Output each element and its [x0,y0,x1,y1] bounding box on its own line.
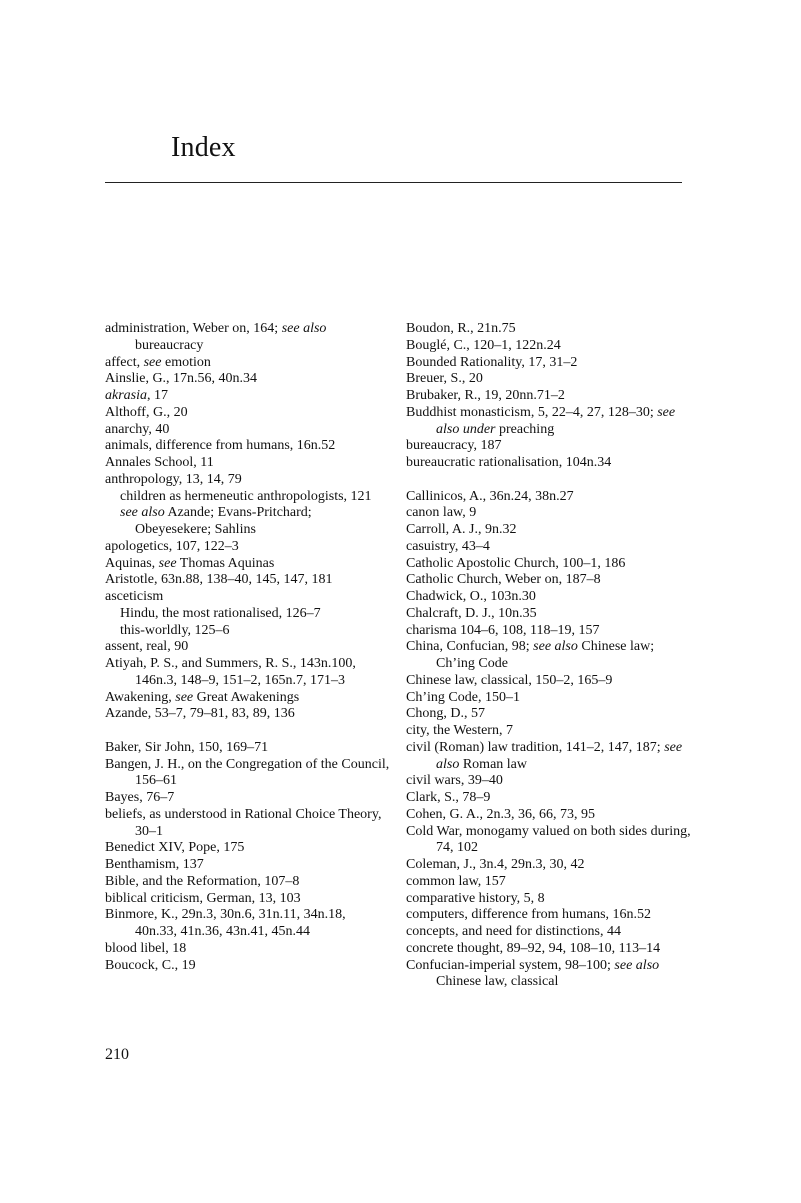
index-entry [406,606,696,623]
index-entry [105,539,390,556]
index-entry [105,455,390,472]
index-text: comparative history, 5, 8 [406,890,545,906]
index-entry [406,639,696,673]
index-text: children as hermeneutic anthropologists, 121 [120,488,372,504]
page-number: 210 [105,1046,129,1063]
index-text: Chinese law, classical [436,974,559,990]
index-entry [406,941,696,958]
index-text: Atiyah, P. S., and Summers, R. S., 143n.100, 146n.3, 148–9, 151–2, 165n.7, 171–3 [105,656,356,688]
index-column-right [406,321,696,991]
index-entry [105,891,390,908]
index-entry [406,891,696,908]
index-entry [105,556,390,573]
index-text: blood libel, 18 [105,940,187,956]
index-entry [406,924,696,941]
index-text: beliefs, as understood in Rational Choice Theory, 30–1 [105,806,382,839]
index-text: Annales School, 11 [105,455,214,470]
index-entry [105,740,390,757]
index-entry [406,489,696,506]
index-entry [406,958,696,992]
index-subentry [105,606,390,623]
index-text: animals, difference from humans, 16n.52 [105,438,336,454]
index-text: Boucock, C., 19 [105,957,196,973]
index-entry [406,338,696,355]
index-entry [105,706,390,723]
index-text: Awakening, [105,689,176,705]
index-entry [105,807,390,841]
index-entry [406,321,696,338]
index-text: Benthamism, 137 [105,857,204,872]
index-text: city, the Western, 7 [406,723,513,738]
index-text: Chadwick, O., 103n.30 [406,589,536,604]
index-italic-text: see also under [436,404,676,437]
index-subentry [105,505,390,539]
title-rule [105,182,682,183]
index-text: Ainslie, G., 17n.56, 40n.34 [105,371,258,387]
index-text: Brubaker, R., 19, 20nn.71–2 [406,388,565,403]
index-italic-text: akrasia [105,388,147,403]
index-text: canon law, 9 [406,505,477,521]
index-text: concepts, and need for distinctions, 44 [406,924,622,939]
index-text: common law, 157 [406,873,506,889]
index-entry [406,556,696,573]
index-text: Azande; Evans-Pritchard; Obeyesekere; Sahlins [135,505,312,537]
index-text: concrete thought, 89–92, 94, 108–10, 113–14 [406,940,661,956]
index-entry [406,623,696,640]
index-entry [105,958,390,975]
index-entry [406,438,696,455]
index-text: Bangen, J. H., on the Congregation of the Council, 156–61 [105,756,390,789]
index-text: computers, difference from humans, 16n.52 [406,907,652,923]
index-text: Chalcraft, D. J., 10n.35 [406,605,537,621]
index-entry [105,472,390,489]
index-entry [406,706,696,723]
index-italic-text: see also [281,321,327,336]
index-entry [105,907,390,941]
index-text: Bounded Rationality, 17, 31–2 [406,354,578,370]
index-text: Clark, S., 78–9 [406,790,491,805]
index-text: Cohen, G. A., 2n.3, 36, 66, 73, 95 [406,806,595,822]
index-entry [406,773,696,790]
index-entry [105,790,390,807]
index-text: Confucian-imperial system, 98–100; [406,957,615,973]
index-text: emotion [161,354,211,370]
index-italic-text: see also [614,957,660,973]
index-text: preaching [495,421,555,437]
index-entry [406,690,696,707]
index-text: biblical criticism, German, 13, 103 [105,890,301,906]
index-entry [406,907,696,924]
index-italic-text: see also [436,739,683,772]
index-text: Thomas Aquinas [176,555,275,571]
index-text: Bouglé, C., 120–1, 122n.24 [406,337,561,353]
index-text: Benedict XIV, Pope, 175 [105,840,245,856]
index-text: Cold War, monogamy valued on both sides during, 74, 102 [406,823,691,856]
index-entry [406,857,696,874]
index-entry [105,321,390,355]
index-entry [105,690,390,707]
index-entry [105,572,390,589]
index-entry [105,757,390,791]
index-text: Callinicos, A., 36n.24, 38n.27 [406,488,574,504]
index-entry [406,572,696,589]
index-text: Breuer, S., 20 [406,371,483,387]
index-entry [406,673,696,690]
index-text: bureaucratic rationalisation, 104n.34 [406,455,612,470]
index-entry [105,941,390,958]
index-entry [105,639,390,656]
index-subentry [105,623,390,640]
index-text: Bible, and the Reformation, 107–8 [105,873,300,889]
index-text: Aquinas, [105,555,159,571]
index-text: affect, [105,354,144,370]
index-entry [105,656,390,690]
index-entry [406,539,696,556]
index-entry [406,455,696,472]
index-text: Roman law [459,756,527,772]
index-entry [406,355,696,372]
index-text: Hindu, the most rationalised, 126–7 [120,605,321,621]
index-text: anthropology, 13, 14, 79 [105,471,242,487]
index-text: Chinese law, classical, 150–2, 165–9 [406,672,613,688]
index-italic-text: see [158,555,177,571]
index-text: , 17 [147,388,168,403]
index-entry [105,405,390,422]
index-text: Great Awakenings [193,689,300,705]
index-text: Ch’ing Code, 150–1 [406,689,520,705]
index-entry [105,857,390,874]
index-text: Boudon, R., 21n.75 [406,321,516,336]
index-text: Aristotle, 63n.88, 138–40, 145, 147, 181 [105,572,333,588]
index-text: assent, real, 90 [105,639,189,655]
index-text: Althoff, G., 20 [105,404,188,420]
index-italic-text: see also [533,639,578,655]
index-entry [406,824,696,858]
index-entry [105,589,390,606]
index-entry [105,840,390,857]
index-text: Binmore, K., 29n.3, 30n.6, 31n.11, 34n.18, 40n.33, 41n.36, 43n.41, 45n.44 [105,907,346,939]
index-text: apologetics, 107, 122–3 [105,538,239,554]
index-entry [406,740,696,774]
index-entry [105,355,390,372]
index-text: Chinese law; Ch’ing Code [436,639,655,671]
index-entry [406,790,696,807]
index-entry [406,388,696,405]
index-italic-text: see also [120,505,165,521]
index-text: anarchy, 40 [105,421,170,437]
index-text: Coleman, J., 3n.4, 29n.3, 30, 42 [406,857,585,872]
index-entry [406,405,696,439]
index-text: Baker, Sir John, 150, 169–71 [105,739,269,755]
index-text: Catholic Apostolic Church, 100–1, 186 [406,555,626,571]
index-text: civil wars, 39–40 [406,773,503,789]
index-entry [105,371,390,388]
index-entry [105,874,390,891]
index-entry [406,505,696,522]
index-entry [406,371,696,388]
index-text: Buddhist monasticism, 5, 22–4, 27, 128–30; [406,404,658,420]
index-italic-text: see [175,689,194,705]
index-text: asceticism [105,589,164,604]
index-entry [406,522,696,539]
index-entry [406,807,696,824]
index-text: bureaucracy, 187 [406,438,502,454]
index-text: casuistry, 43–4 [406,538,490,554]
index-subentry [105,489,390,506]
index-text: civil (Roman) law tradition, 141–2, 147, 187; [406,739,665,755]
index-entry [406,723,696,740]
index-text: Bayes, 76–7 [105,790,175,805]
index-text: bureaucracy [135,337,204,353]
index-entry [406,874,696,891]
index-text: Azande, 53–7, 79–81, 83, 89, 136 [105,706,295,722]
index-italic-text: see [143,354,162,370]
index-text: charisma 104–6, 108, 118–19, 157 [406,622,600,638]
index-text: Chong, D., 57 [406,706,485,722]
page-title: Index [171,132,236,163]
index-text: Carroll, A. J., 9n.32 [406,522,517,537]
index-entry [406,589,696,606]
index-text: China, Confucian, 98; [406,639,534,655]
index-text: this-worldly, 125–6 [120,622,230,638]
index-entry [105,438,390,455]
index-entry [105,422,390,439]
index-entry [105,388,390,405]
index-text: administration, Weber on, 164; [105,321,282,336]
index-column-left [105,321,390,974]
index-text: Catholic Church, Weber on, 187–8 [406,572,601,588]
